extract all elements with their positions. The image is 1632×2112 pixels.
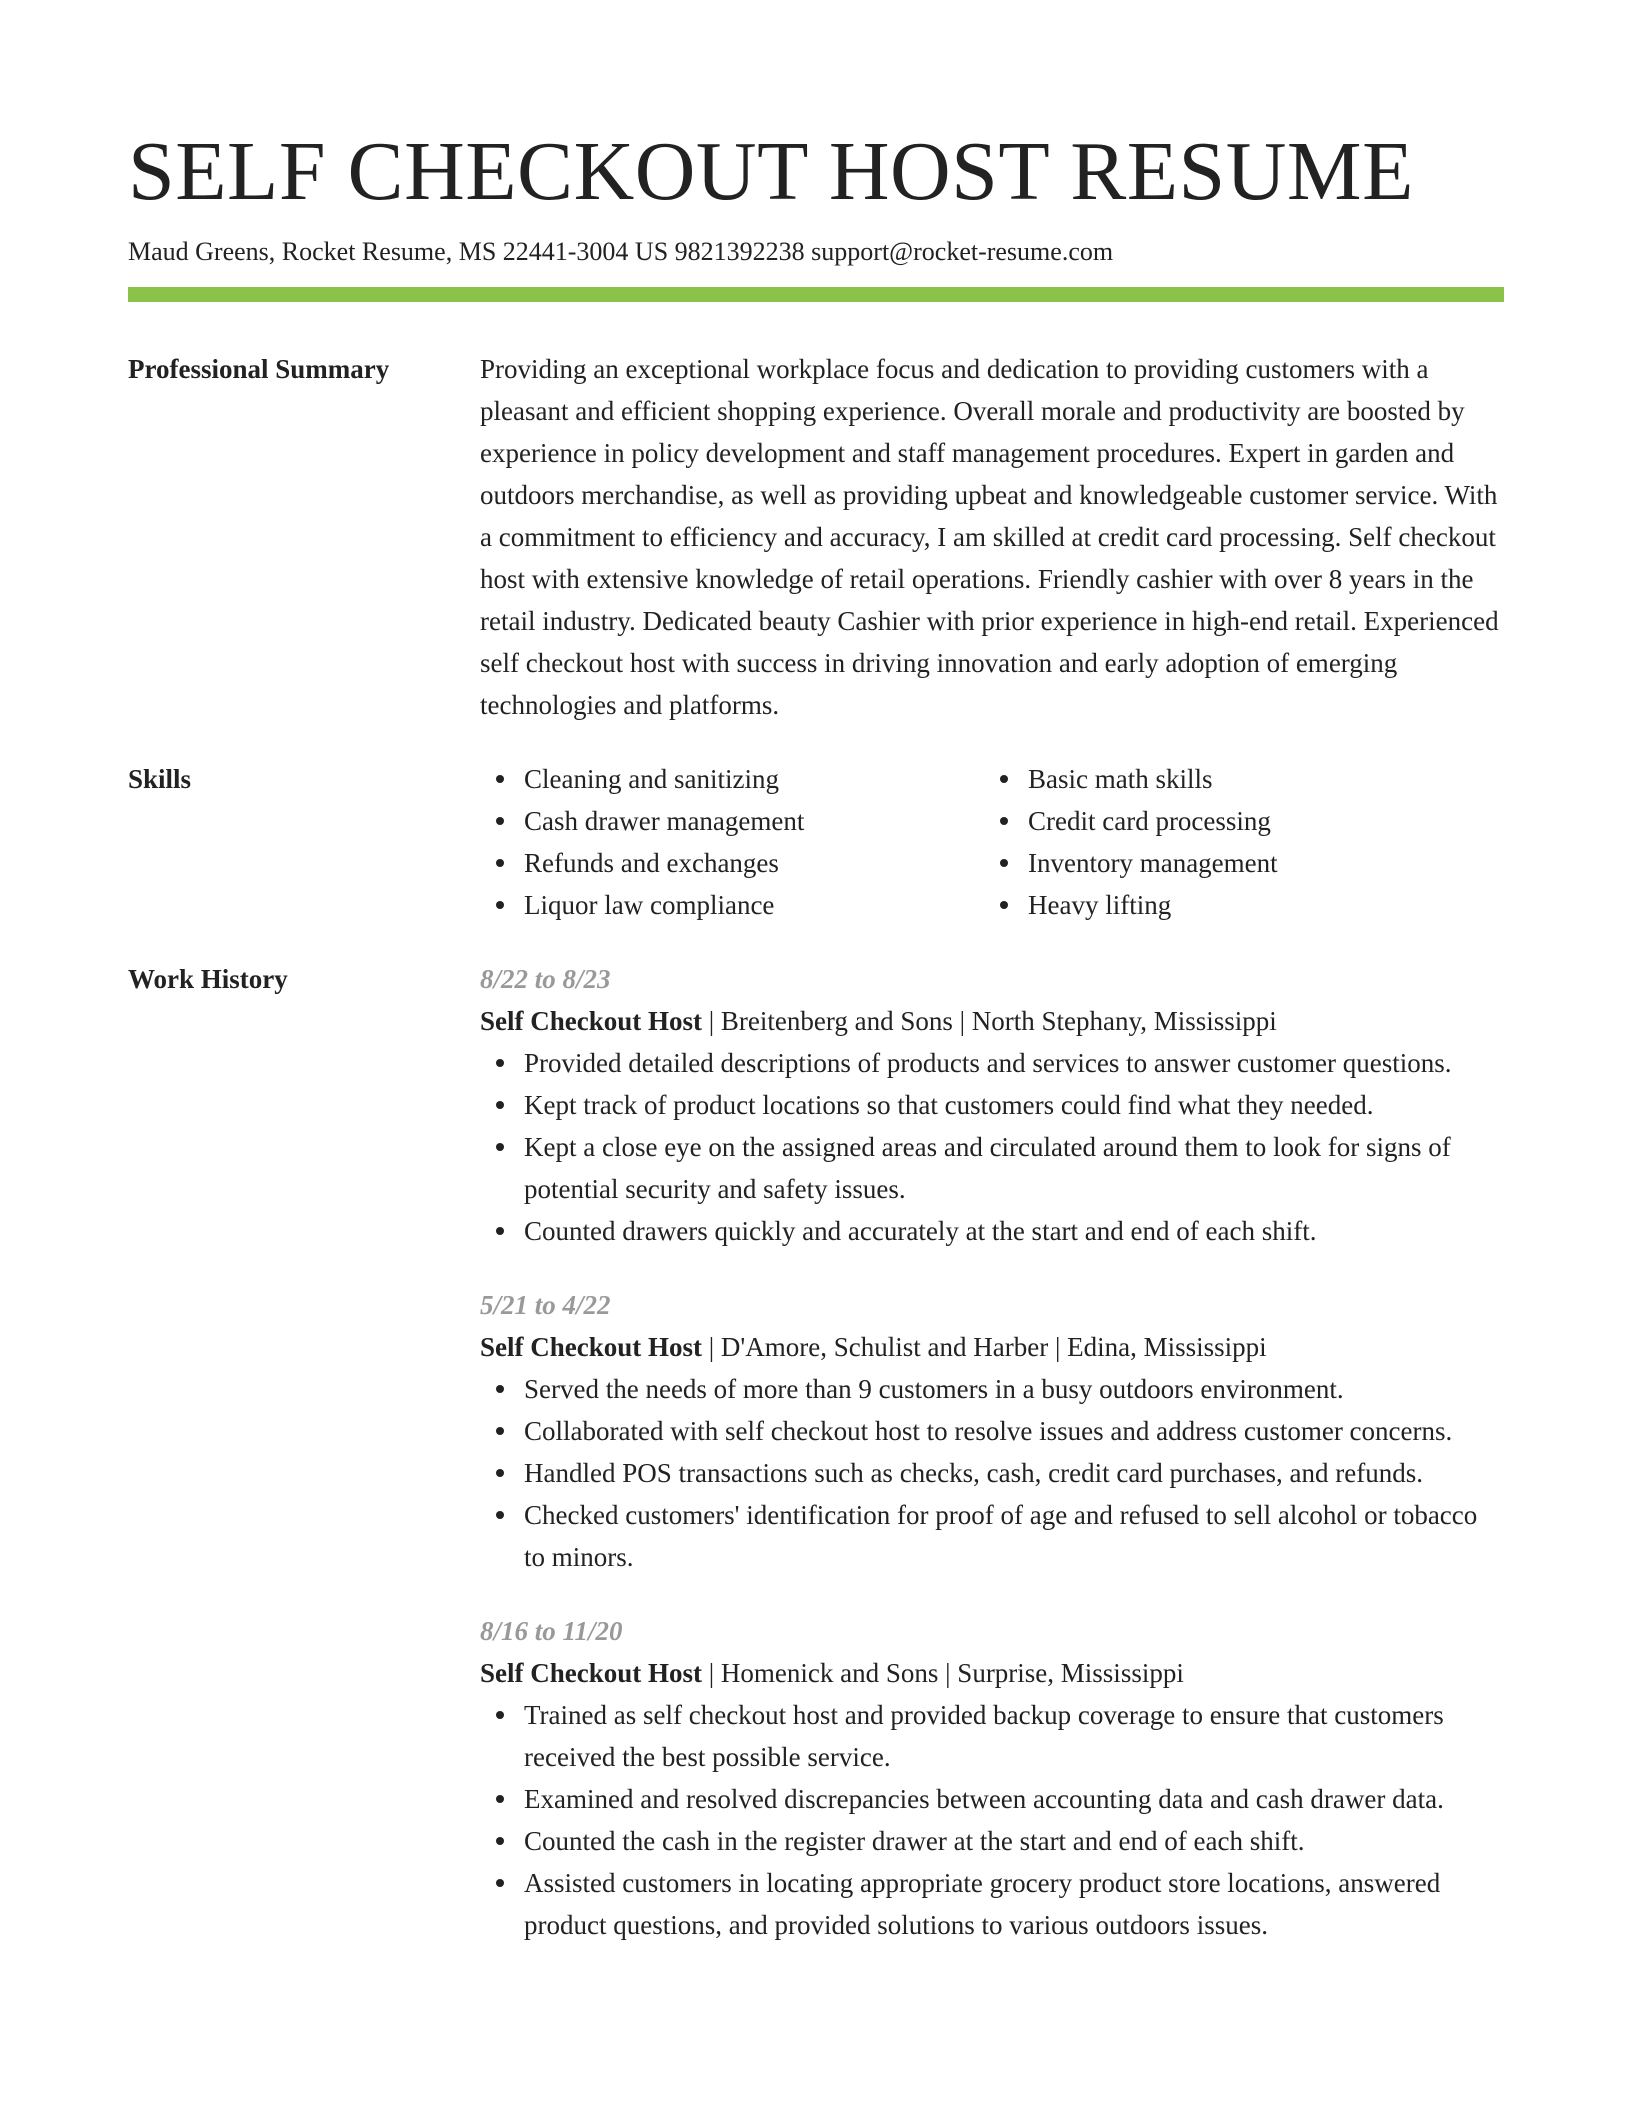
job-separator: |: [938, 1658, 958, 1689]
job-title: Self Checkout Host: [480, 1658, 702, 1689]
skill-item: Cash drawer management: [524, 800, 984, 842]
job-bullet: Checked customers' identification for proof of age and refused to sell alcohol or tobacco to minors.: [524, 1494, 1504, 1578]
page-title: SELF CHECKOUT HOST RESUME: [128, 125, 1414, 218]
job-separator: |: [702, 1332, 721, 1363]
job-entry: [480, 1284, 1504, 1578]
job-separator: |: [702, 1658, 721, 1689]
job-bullet: Assisted customers in locating appropriate grocery product store locations, answered product questions, and provided solutions to various outdoors issues.: [524, 1862, 1504, 1946]
job-location: Surprise, Mississippi: [957, 1658, 1184, 1689]
skill-item: Basic math skills: [1028, 758, 1504, 800]
skill-item: Refunds and exchanges: [524, 842, 984, 884]
job-header: [480, 1326, 1504, 1368]
job-location: North Stephany, Mississippi: [971, 1006, 1277, 1037]
skill-item: Credit card processing: [1028, 800, 1504, 842]
job-bullet: Trained as self checkout host and provided backup coverage to ensure that customers received the best possible service.: [524, 1694, 1504, 1778]
job-bullets: [480, 1042, 1504, 1252]
skills-section: [128, 758, 1504, 926]
job-bullets: [480, 1368, 1504, 1578]
skill-item: Inventory management: [1028, 842, 1504, 884]
job-bullet: Counted the cash in the register drawer at the start and end of each shift.: [524, 1820, 1504, 1862]
skills-list-right: [984, 758, 1504, 926]
job-location: Edina, Mississippi: [1067, 1332, 1267, 1363]
skill-item: Heavy lifting: [1028, 884, 1504, 926]
job-separator: |: [702, 1006, 721, 1037]
job-bullet: Handled POS transactions such as checks, cash, credit card purchases, and refunds.: [524, 1452, 1504, 1494]
skills-heading: Skills: [128, 764, 192, 795]
job-bullet: Counted drawers quickly and accurately at the start and end of each shift.: [524, 1210, 1504, 1252]
job-entry: [480, 1610, 1504, 1946]
skills-grid: [480, 758, 1504, 926]
summary-text: Providing an exceptional workplace focus and dedication to providing customers with a pleasant and efficient shopping experience. Overall morale and productivity are boosted by experience in policy development and staff management procedures. Expert in garden and outdoors merchandise, as well as providing upbeat and knowledgeable customer service. With a commitment to efficiency and accuracy, I am skilled at credit card processing. Self checkout host with extensive knowledge of retail operations. Friendly cashier with over 8 years in the retail industry. Dedicated beauty Cashier with prior experience in high-end retail. Experienced self checkout host with success in driving innovation and early adoption of emerging technologies and platforms.: [480, 354, 1499, 721]
job-company: D'Amore, Schulist and Harber: [720, 1332, 1049, 1363]
skill-item: Liquor law compliance: [524, 884, 984, 926]
job-company: Breitenberg and Sons: [720, 1006, 953, 1037]
job-dates: 8/16 to 11/20: [480, 1616, 623, 1647]
job-bullet: Examined and resolved discrepancies between accounting data and cash drawer data.: [524, 1778, 1504, 1820]
job-dates: 8/22 to 8/23: [480, 964, 611, 995]
job-bullet: Served the needs of more than 9 customers in a busy outdoors environment.: [524, 1368, 1504, 1410]
job-entry: [480, 958, 1504, 1252]
job-header: [480, 1000, 1504, 1042]
accent-divider: [128, 287, 1504, 302]
job-bullet: Collaborated with self checkout host to resolve issues and address customer concerns.: [524, 1410, 1504, 1452]
job-title: Self Checkout Host: [480, 1332, 702, 1363]
work-history-body: [480, 958, 1504, 1978]
job-bullet: Provided detailed descriptions of products and services to answer customer questions.: [524, 1042, 1504, 1084]
job-bullets: [480, 1694, 1504, 1946]
resume-page: [128, 120, 1504, 1978]
skill-item: Cleaning and sanitizing: [524, 758, 984, 800]
summary-section: [128, 348, 1504, 726]
job-separator: |: [952, 1006, 972, 1037]
job-title: Self Checkout Host: [480, 1006, 702, 1037]
contact-line: Maud Greens, Rocket Resume, MS 22441-3004 US 9821392238 support@rocket-resume.com: [128, 237, 1114, 266]
job-separator: |: [1048, 1332, 1068, 1363]
work-history-heading: Work History: [128, 964, 288, 995]
job-dates: 5/21 to 4/22: [480, 1290, 611, 1321]
job-bullet: Kept a close eye on the assigned areas and circulated around them to look for signs of potential security and safety issues.: [524, 1126, 1504, 1210]
work-history-section: [128, 958, 1504, 1978]
skills-list-left: [480, 758, 984, 926]
summary-heading: Professional Summary: [128, 354, 390, 385]
job-company: Homenick and Sons: [720, 1658, 939, 1689]
job-bullet: Kept track of product locations so that customers could find what they needed.: [524, 1084, 1504, 1126]
job-header: [480, 1652, 1504, 1694]
